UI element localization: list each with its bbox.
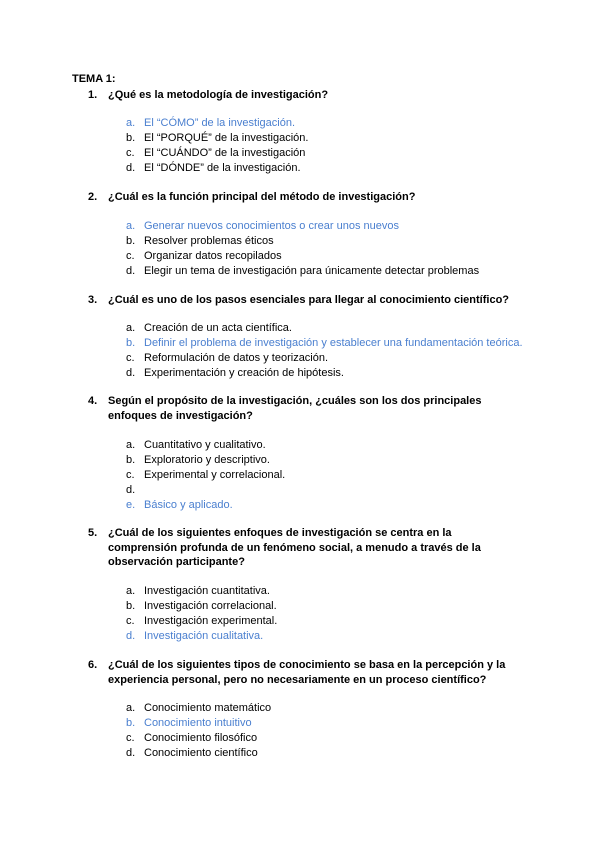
- option-letter: c.: [126, 250, 135, 262]
- option-text: Conocimiento científico: [144, 747, 258, 759]
- question-number: 1.: [88, 89, 98, 101]
- option-letter: b.: [126, 337, 136, 349]
- option-text: Investigación correlacional.: [144, 600, 277, 612]
- option-text: Básico y aplicado.: [144, 499, 233, 511]
- option-text: Definir el problema de investigación y establecer una fundamentación teórica.: [144, 337, 523, 349]
- option-text: Investigación cuantitativa.: [144, 585, 270, 597]
- option-letter: c.: [126, 732, 135, 744]
- option-text: Generar nuevos conocimientos o crear unos nuevos: [144, 220, 399, 232]
- option-letter: d.: [126, 265, 136, 277]
- option-letter: b.: [126, 717, 136, 729]
- option-letter: c.: [126, 352, 135, 364]
- question-number: 3.: [88, 294, 98, 306]
- option-text: Investigación cualitativa.: [144, 630, 264, 642]
- option-text: Organizar datos recopilados: [144, 250, 282, 262]
- question-text: ¿Qué es la metodología de investigación?: [108, 89, 329, 101]
- option-text: Conocimiento filosófico: [144, 732, 258, 744]
- option-letter: d.: [126, 162, 136, 174]
- option-text: El “CUÁNDO” de la investigación: [144, 147, 306, 159]
- question-text: ¿Cuál de los siguientes tipos de conocimiento se basa en la percepción y la experiencia personal, pero no necesariamente en un proceso científico?: [108, 659, 506, 686]
- question-number: 6.: [88, 659, 98, 671]
- option-letter: b.: [126, 454, 136, 466]
- option-letter: b.: [126, 235, 136, 247]
- question-text: ¿Cuál es la función principal del método de investigación?: [108, 191, 416, 203]
- option-letter: d.: [126, 484, 136, 496]
- option-letter: a.: [126, 702, 136, 714]
- question-number: 2.: [88, 191, 98, 203]
- option-letter: d.: [126, 630, 136, 642]
- option-letter: d.: [126, 747, 136, 759]
- option-letter: c.: [126, 469, 135, 481]
- option-text: El “PORQUÉ” de la investigación.: [144, 132, 309, 144]
- option-letter: a.: [126, 117, 136, 129]
- option-letter: d.: [126, 367, 136, 379]
- option-letter: a.: [126, 439, 136, 451]
- option-text: Cuantitativo y cualitativo.: [144, 439, 266, 451]
- option-letter: a.: [126, 585, 136, 597]
- option-text: Creación de un acta científica.: [144, 322, 292, 334]
- question-text: ¿Cuál es uno de los pasos esenciales para llegar al conocimiento científico?: [108, 294, 510, 306]
- option-letter: c.: [126, 147, 135, 159]
- option-text: Reformulación de datos y teorización.: [144, 352, 329, 364]
- option-text: Experimentación y creación de hipótesis.: [144, 367, 344, 379]
- option-text: El “CÓMO” de la investigación.: [144, 117, 295, 129]
- option-letter: a.: [126, 322, 136, 334]
- option-letter: e.: [126, 499, 136, 511]
- question-number: 5.: [88, 527, 98, 539]
- option-letter: b.: [126, 600, 136, 612]
- option-letter: c.: [126, 615, 135, 627]
- option-text: Exploratorio y descriptivo.: [144, 454, 270, 466]
- option-text: Conocimiento matemático: [144, 702, 272, 714]
- option-text: Resolver problemas éticos: [144, 235, 274, 247]
- question-text: Según el propósito de la investigación, ¿cuáles son los dos principales enfoques de investigación?: [108, 395, 482, 422]
- section-heading: TEMA 1:: [72, 73, 116, 85]
- option-text: Conocimiento intuitivo: [144, 717, 252, 729]
- option-letter: b.: [126, 132, 136, 144]
- option-text: Investigación experimental.: [144, 615, 278, 627]
- question-text: ¿Cuál de los siguientes enfoques de investigación se centra en la comprensión profunda de un fenómeno social, a menudo a través de la observación participante?: [108, 527, 481, 568]
- option-text: El “DÓNDE” de la investigación.: [144, 162, 301, 174]
- option-text: Elegir un tema de investigación para únicamente detectar problemas: [144, 265, 480, 277]
- option-letter: a.: [126, 220, 136, 232]
- question-number: 4.: [88, 395, 98, 407]
- option-text: Experimental y correlacional.: [144, 469, 286, 481]
